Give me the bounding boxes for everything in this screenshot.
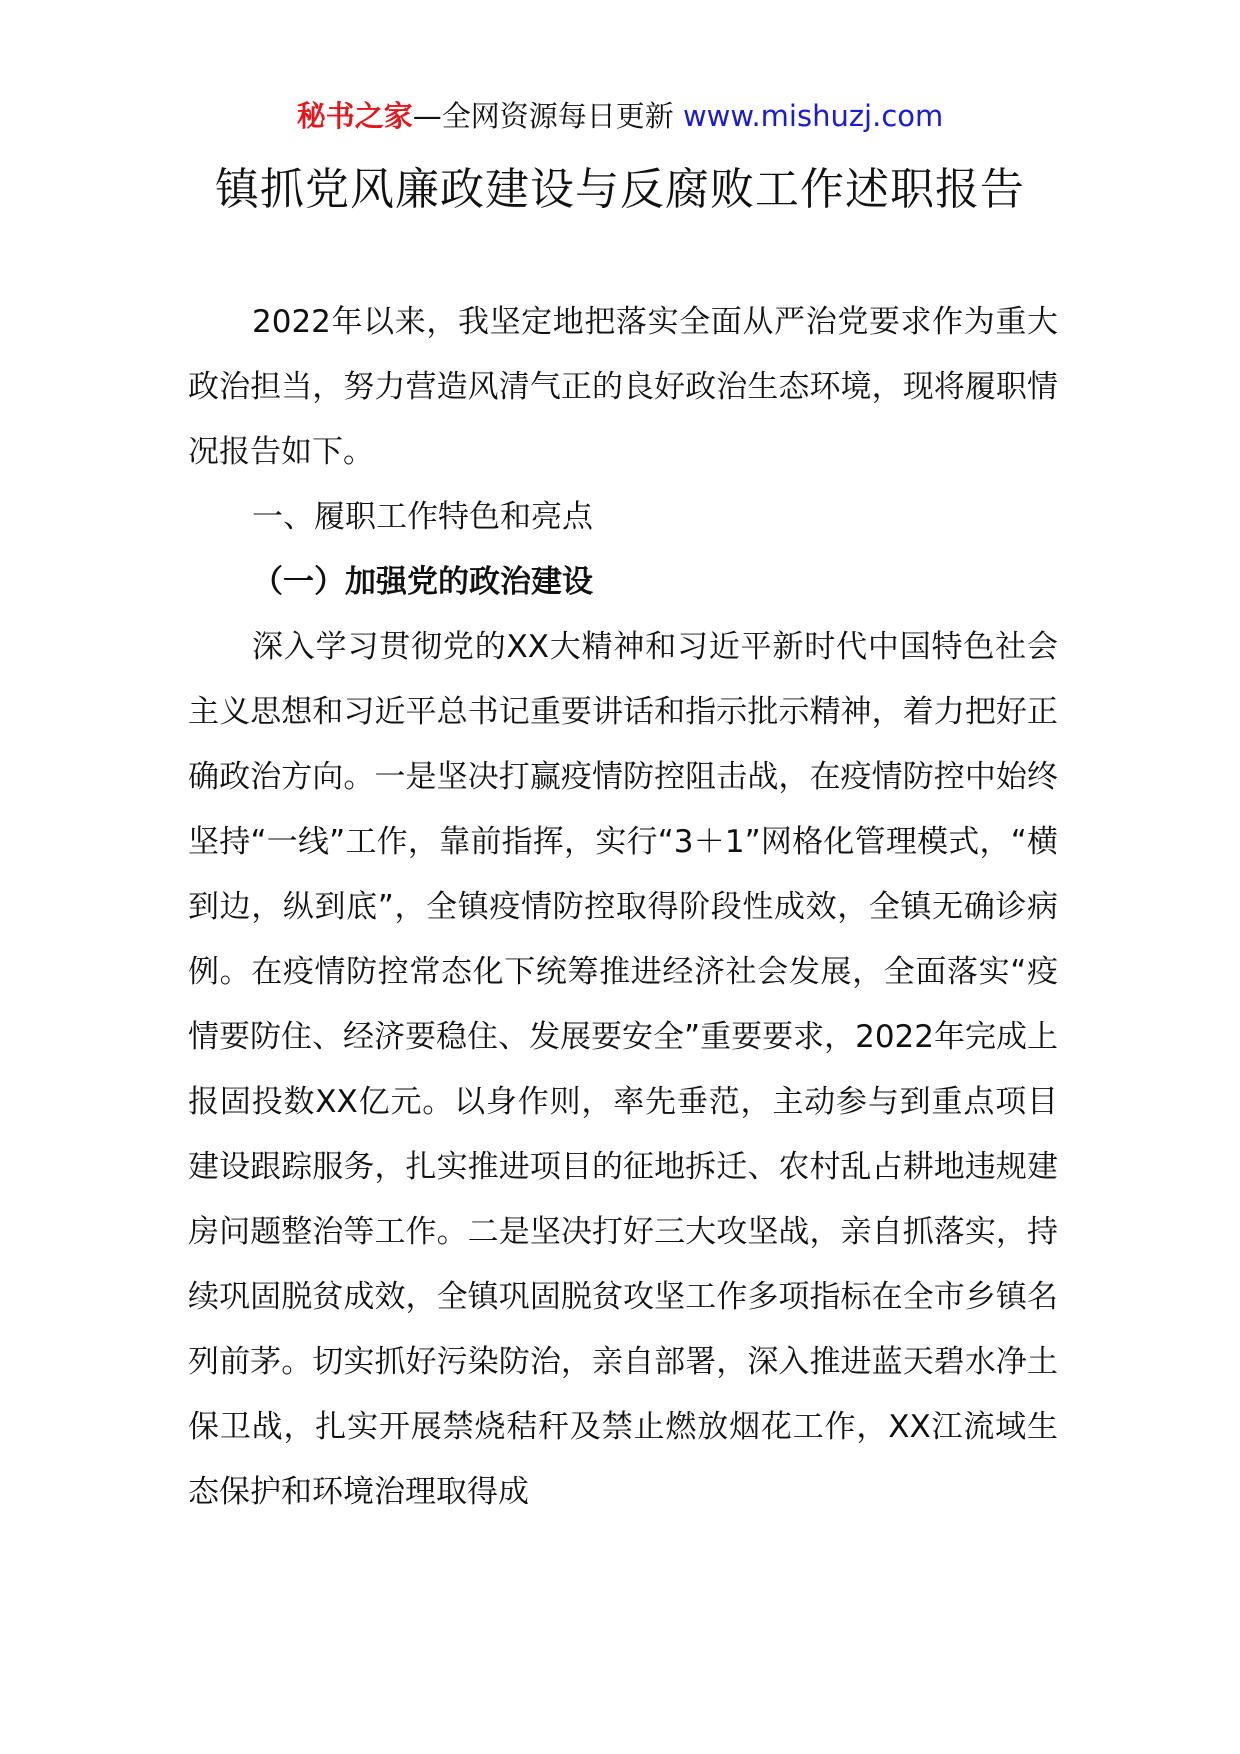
site-header — [0, 96, 1240, 136]
header-tagline: —全网资源每日更新 — [412, 99, 683, 133]
document-body — [188, 290, 1058, 1525]
site-url-link[interactable]: www.mishuzj.com — [682, 99, 944, 133]
section-heading: 一、履职工作特色和亮点 — [252, 499, 593, 535]
body-paragraph: 深入学习贯彻党的XX大精神和习近平新时代中国特色社会主义思想和习近平总书记重要讲话和指示批示精神，着力把好正确政治方向。一是坚决打赢疫情防控阻击战，在疫情防控中始终坚持“一线”工作，靠前指挥，实行“3＋1”网格化管理模式，“横到边，纵到底”，全镇疫情防控取得阶段性成效，全镇无确诊病例。在疫情防控常态化下统筹推进经济社会发展，全面落实“疫情要防住、经济要稳住、发展要安全”重要要求，2022年完成上报固投数XX亿元。以身作则，率先垂范，主动参与到重点项目建设跟踪服务，扎实推进项目的征地拆迁、农村乱占耕地违规建房问题整治等工作。二是坚决打好三大攻坚战，亲自抓落实，持续巩固脱贫成效，全镇巩固脱贫攻坚工作多项指标在全市乡镇名列前茅。切实抓好污染防治，亲自部署，深入推进蓝天碧水净土保卫战，扎实开展禁烧秸秆及禁止燃放烟花工作，XX江流域生态保护和环境治理取得成 — [188, 629, 1058, 1510]
intro-paragraph: 2022年以来，我坚定地把落实全面从严治党要求作为重大政治担当，努力营造风清气正的良好政治生态环境，现将履职情况报告如下。 — [188, 304, 1058, 470]
brand-name: 秘书之家 — [296, 99, 413, 133]
document-title: 镇抓党风廉政建设与反腐败工作述职报告 — [215, 164, 1025, 215]
subsection-heading: （一）加强党的政治建设 — [252, 564, 593, 600]
